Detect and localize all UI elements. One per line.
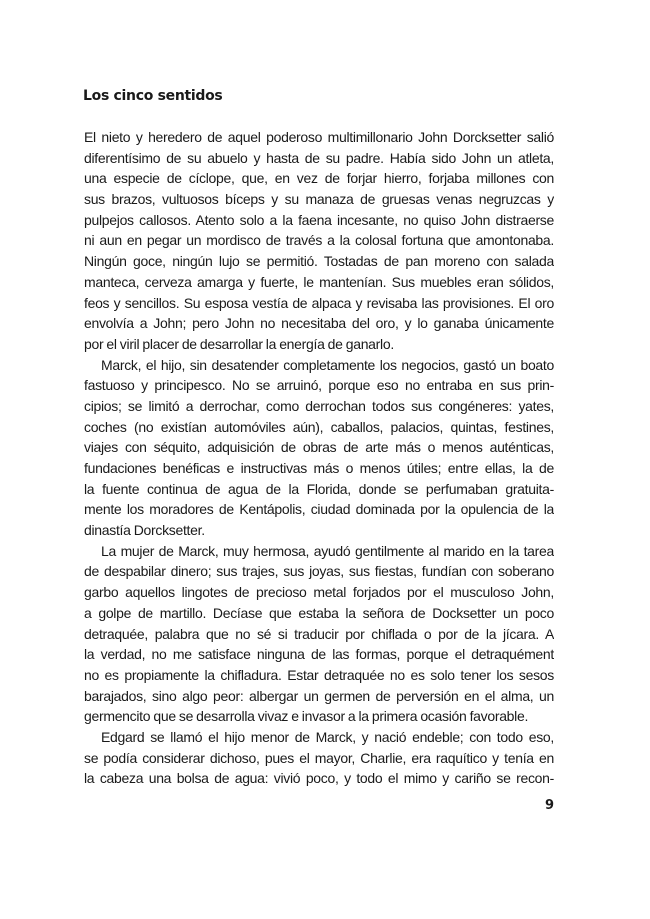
text-line: feos y sencillos. Su esposa vestía de alpaca y revisaba las provisiones. El oro [84, 294, 554, 311]
text-line: El nieto y heredero de aquel poderoso multimillonario John Dorcksetter salió [84, 129, 554, 145]
text-line: una especie de cíclope, que, en vez de forjar hierro, forjaba millones con [84, 170, 554, 187]
text-line: cipios; se limitó a derrochar, como derrochan todos sus congéneres: yates, [84, 397, 554, 414]
text-line: Marck, el hijo, sin desatender completamente los negocios, gastó un boato [101, 356, 554, 373]
text-line: la verdad, no me satisface ninguna de las formas, porque el detraquément [84, 646, 554, 663]
chapter-title: Los cinco sentidos [83, 88, 223, 104]
text-line: sus brazos, vultuosos bíceps y su manaza de gruesas venas negruzcas y [84, 191, 554, 208]
text-line: Edgard se llamó el hijo menor de Marck, y nació endeble; con todo eso, [101, 728, 554, 745]
text-line: germencito que se desarrolla vivaz e invasor a la primera ocasión favorable. [84, 708, 529, 725]
text-line: no es propiamente la chifladura. Estar detraquée no es solo tener los sesos [84, 666, 554, 683]
text-line: por el viril placer de desarrollar la energía de ganarlo. [84, 335, 394, 352]
text-line: manteca, cerveza amarga y fuerte, le mantenían. Sus muebles eran sólidos, [84, 273, 554, 290]
text-line: se podía considerar dichoso, pues el mayor, Charlie, era raquítico y tenía en [84, 749, 554, 766]
text-line: la cabeza una bolsa de agua: vivió poco, y todo el mimo y cariño se recon- [84, 770, 554, 787]
text-line: coches (no existían automóviles aún), caballos, palacios, quintas, festines, [84, 418, 554, 435]
text-line: dinastía Dorcksetter. [84, 522, 205, 539]
chapter-body [84, 127, 554, 789]
text-line: viajes con séquito, adquisición de obras de arte más o menos auténticas, [84, 439, 554, 456]
text-line: envolvía a John; pero John no necesitaba del oro, y lo ganaba únicamente [84, 315, 554, 332]
text-line: Ningún goce, ningún lujo se permitió. Tostadas de pan moreno con salada [84, 253, 554, 270]
text-line: La mujer de Marck, muy hermosa, ayudó gentilmente al marido en la tarea [101, 542, 554, 559]
text-line: ni aun en pegar un mordisco de través a la colosal fortuna que amontonaba. [84, 232, 554, 249]
text-line: detraquée, palabra que no sé si traducir por chiflada o por de la jícara. A [84, 625, 554, 642]
text-line: diferentísimo de su abuelo y hasta de su padre. Había sido John un atleta, [84, 149, 554, 166]
page-number: 9 [544, 798, 554, 813]
text-line: pulpejos callosos. Atento solo a la faena incesante, no quiso John distraerse [84, 211, 554, 228]
text-line: fundaciones benéficas e instructivas más o menos útiles; entre ellas, la de [84, 460, 554, 476]
text-line: barajados, sino algo peor: albergar un germen de perversión en el alma, un [84, 687, 554, 704]
text-line: a golpe de martillo. Decíase que estaba la señora de Docksetter un poco [84, 604, 554, 621]
text-line: de despabilar dinero; sus trajes, sus joyas, sus fiestas, fundían con soberano [84, 563, 554, 580]
text-line: garbo aquellos lingotes de precioso metal forjados por el musculoso John, [84, 584, 554, 601]
text-line: la fuente continua de agua de la Florida, donde se perfumaban gratuita- [84, 480, 554, 497]
text-line: mente los moradores de Kentápolis, ciudad dominada por la opulencia de la [84, 501, 554, 518]
text-line: fastuoso y principesco. No se arruinó, porque eso no entraba en sus prin- [84, 377, 554, 394]
